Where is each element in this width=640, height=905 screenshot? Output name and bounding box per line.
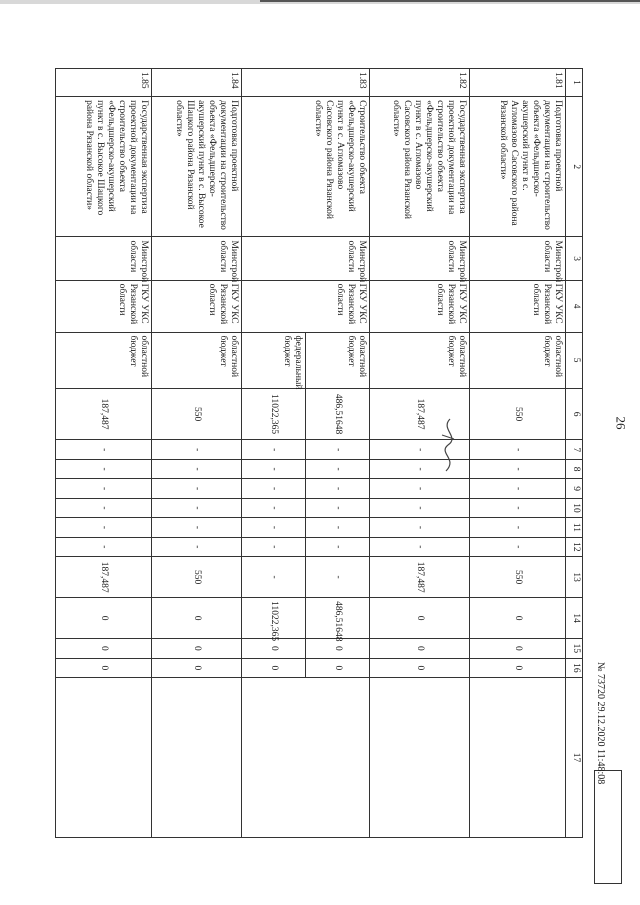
header-cell: 12 [566, 537, 583, 556]
cell-7: - [152, 440, 242, 459]
cell-10: - [370, 498, 470, 517]
cell-15: 0 [152, 639, 242, 658]
cell-15: 0 [306, 639, 370, 658]
cell-15: 0 [370, 639, 470, 658]
table-row [56, 69, 152, 838]
row-name: Строительство объекта «Фельдшерско-акушерский пункт в с. Агломазово Сасовского района Рязанской области» [242, 97, 370, 237]
cell-8: - [370, 459, 470, 478]
cell-13: 550 [152, 557, 242, 598]
cell-9: - [152, 479, 242, 498]
row-customer: ГКУ УКС Рязанской области [152, 280, 242, 332]
header-cell: 16 [566, 658, 583, 677]
row-name: Подготовка проектной документации на строительство объекта «Фельдшерско-акушерский пункт в с. Высокое Шацкого района Рязанской области» [152, 97, 242, 237]
cell-11: - [370, 518, 470, 537]
row-name: Государственная экспертиза проектной документации на строительство объекта «Фельдшерско-акушерский пункт в с. Высокое Шацкого района Рязанской области» [56, 97, 152, 237]
cell-9: - [56, 479, 152, 498]
table-row [306, 69, 370, 838]
row-source: областной бюджет [370, 332, 470, 388]
row-name: Государственная экспертиза проектной документации на строительство объекта «Фельдшерско-акушерский пункт в с. Агломазово Сасовского района Рязанской области» [370, 97, 470, 237]
cell-13: 187,487 [370, 557, 470, 598]
row-executor: Минстрой области [242, 237, 370, 280]
cell-10: - [152, 498, 242, 517]
cell-7: - [242, 440, 306, 459]
row-customer: ГКУ УКС Рязанской области [370, 280, 470, 332]
cell-16: 0 [470, 658, 566, 677]
row-executor: Минстрой области [152, 237, 242, 280]
header-cell: 8 [566, 459, 583, 478]
cell-11: - [56, 518, 152, 537]
landscape-table-area [53, 68, 583, 838]
cell-10: - [470, 498, 566, 517]
row-customer: ГКУ УКС Рязанской области [56, 280, 152, 332]
cell-9: - [306, 479, 370, 498]
cell-11: - [306, 518, 370, 537]
cell-13: 187,487 [56, 557, 152, 598]
row-number: 1.82 [370, 69, 470, 97]
row-executor: Минстрой области [370, 237, 470, 280]
header-cell: 6 [566, 388, 583, 440]
cell-12: - [306, 537, 370, 556]
cell-13: - [306, 557, 370, 598]
registration-number: № 73720 29.12.2020 11:48:08 [595, 662, 606, 785]
cell-7: - [370, 440, 470, 459]
row-number: 1.81 [470, 69, 566, 97]
cell-12: - [242, 537, 306, 556]
header-cell: 5 [566, 332, 583, 388]
page-number: 26 [613, 416, 629, 430]
row-name: Подготовка проектной документации на строительство объекта «Фельдшерско-акушерский пункт в с. Агломазово Сасовского района Рязанской области» [470, 97, 566, 237]
cell-14: 0 [470, 598, 566, 639]
cell-7: - [56, 440, 152, 459]
header-cell: 9 [566, 479, 583, 498]
row-total: 11022,365 [242, 388, 306, 440]
cell-11: - [242, 518, 306, 537]
row-customer: ГКУ УКС Рязанской области [242, 280, 370, 332]
cell-17 [470, 678, 566, 838]
cell-8: - [56, 459, 152, 478]
cell-9: - [370, 479, 470, 498]
cell-14: 11022,365 [242, 598, 306, 639]
cell-14: 486,51648 [306, 598, 370, 639]
cell-7: - [306, 440, 370, 459]
header-row [566, 69, 583, 838]
header-cell: 17 [566, 678, 583, 838]
cell-12: - [56, 537, 152, 556]
row-executor: Минстрой области [56, 237, 152, 280]
row-total: 187,487 [56, 388, 152, 440]
cell-12: - [370, 537, 470, 556]
row-number: 1.85 [56, 69, 152, 97]
cell-8: - [470, 459, 566, 478]
cell-16: 0 [56, 658, 152, 677]
cell-8: - [242, 459, 306, 478]
row-source: областной бюджет [56, 332, 152, 388]
row-source: областной бюджет [306, 332, 370, 388]
cell-13: - [242, 557, 306, 598]
cell-14: 0 [56, 598, 152, 639]
row-total: 486,51648 [306, 388, 370, 440]
cell-17 [242, 678, 370, 838]
cell-17 [370, 678, 470, 838]
row-total: 550 [470, 388, 566, 440]
header-cell: 2 [566, 97, 583, 237]
cell-16: 0 [152, 658, 242, 677]
cell-12: - [470, 537, 566, 556]
cell-10: - [56, 498, 152, 517]
header-cell: 13 [566, 557, 583, 598]
header-cell: 3 [566, 237, 583, 280]
cell-16: 0 [370, 658, 470, 677]
cell-8: - [152, 459, 242, 478]
table-row [470, 69, 566, 838]
cell-15: 0 [470, 639, 566, 658]
header-cell: 7 [566, 440, 583, 459]
cell-9: - [470, 479, 566, 498]
row-number: 1.84 [152, 69, 242, 97]
cell-17 [152, 678, 242, 838]
cell-9: - [242, 479, 306, 498]
row-number: 1.83 [242, 69, 370, 97]
cell-16: 0 [242, 658, 306, 677]
cell-10: - [242, 498, 306, 517]
cell-11: - [470, 518, 566, 537]
cell-13: 550 [470, 557, 566, 598]
header-cell: 4 [566, 280, 583, 332]
row-source: областной бюджет [470, 332, 566, 388]
table-row [152, 69, 242, 838]
row-total: 187,487 [370, 388, 470, 440]
cell-14: 0 [152, 598, 242, 639]
row-source: федеральный бюджет [242, 332, 306, 388]
row-total: 550 [152, 388, 242, 440]
cell-7: - [470, 440, 566, 459]
table-row [370, 69, 470, 838]
cell-11: - [152, 518, 242, 537]
row-source: областной бюджет [152, 332, 242, 388]
header-cell: 15 [566, 639, 583, 658]
cell-10: - [306, 498, 370, 517]
cell-8: - [306, 459, 370, 478]
cell-14: 0 [370, 598, 470, 639]
row-executor: Минстрой области [470, 237, 566, 280]
cell-16: 0 [306, 658, 370, 677]
cell-12: - [152, 537, 242, 556]
cell-17 [56, 678, 152, 838]
header-cell: 14 [566, 598, 583, 639]
header-cell: 10 [566, 498, 583, 517]
cell-15: 0 [56, 639, 152, 658]
cell-15: 0 [242, 639, 306, 658]
header-cell: 1 [566, 69, 583, 97]
row-customer: ГКУ УКС Рязанской области [470, 280, 566, 332]
program-table [55, 68, 583, 838]
header-cell: 11 [566, 518, 583, 537]
